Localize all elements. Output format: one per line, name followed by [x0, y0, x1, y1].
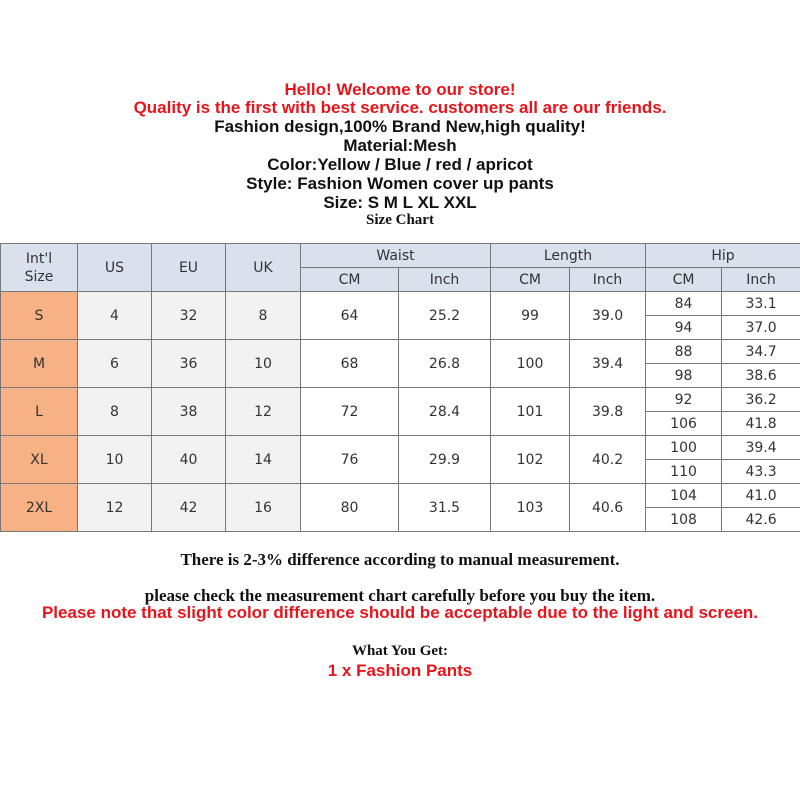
hip-cm-cell: 110	[646, 460, 722, 484]
eu-cell: 36	[152, 340, 226, 388]
size-cell: L	[1, 388, 78, 436]
waist-inch-cell: 26.8	[399, 340, 491, 388]
header-length: Length	[491, 244, 646, 268]
hip-inch-cell: 41.0	[722, 484, 800, 508]
header-hip: Hip	[646, 244, 800, 268]
header-intl-size-label: Int'l Size	[24, 250, 54, 285]
hip-inch-cell: 43.3	[722, 460, 800, 484]
length-inch-cell: 40.6	[570, 484, 646, 532]
hip-cm-cell: 84	[646, 292, 722, 316]
waist-inch-cell: 28.4	[399, 388, 491, 436]
header-uk: UK	[226, 244, 301, 292]
hip-inch-cell: 36.2	[722, 388, 800, 412]
package-item: 1 x Fashion Pants	[327, 661, 473, 680]
style-line: Style: Fashion Women cover up pants	[246, 174, 554, 193]
size-cell: 2XL	[1, 484, 78, 532]
uk-cell: 12	[226, 388, 301, 436]
header-waist: Waist	[301, 244, 491, 268]
hip-cm-cell: 104	[646, 484, 722, 508]
us-cell: 6	[78, 340, 152, 388]
difference-note: There is 2-3% difference according to manual measurement.	[180, 550, 620, 569]
length-inch-cell: 39.8	[570, 388, 646, 436]
table-row	[1, 340, 800, 364]
hip-cm-cell: 100	[646, 436, 722, 460]
us-cell: 12	[78, 484, 152, 532]
hip-cm-cell: 88	[646, 340, 722, 364]
header-waist-inch: Inch	[399, 268, 491, 292]
table-row	[1, 436, 800, 460]
length-cm-cell: 102	[491, 436, 570, 484]
quality-line: Quality is the first with best service. customers all are our friends.	[133, 98, 667, 117]
header-intl-size	[1, 244, 78, 292]
hip-cm-cell: 98	[646, 364, 722, 388]
length-cm-cell: 99	[491, 292, 570, 340]
length-inch-cell: 39.4	[570, 340, 646, 388]
waist-inch-cell: 25.2	[399, 292, 491, 340]
waist-cm-cell: 64	[301, 292, 399, 340]
hip-inch-cell: 37.0	[722, 316, 800, 340]
uk-cell: 16	[226, 484, 301, 532]
table-row	[1, 484, 800, 508]
table-row	[1, 388, 800, 412]
header-length-inch: Inch	[570, 268, 646, 292]
length-inch-cell: 40.2	[570, 436, 646, 484]
waist-inch-cell: 29.9	[399, 436, 491, 484]
eu-cell: 42	[152, 484, 226, 532]
uk-cell: 14	[226, 436, 301, 484]
header-waist-cm: CM	[301, 268, 399, 292]
length-cm-cell: 100	[491, 340, 570, 388]
hip-inch-cell: 42.6	[722, 508, 800, 532]
uk-cell: 10	[226, 340, 301, 388]
size-chart-title: Size Chart	[366, 212, 434, 228]
length-cm-cell: 101	[491, 388, 570, 436]
hip-cm-cell: 92	[646, 388, 722, 412]
us-cell: 8	[78, 388, 152, 436]
waist-cm-cell: 76	[301, 436, 399, 484]
color-note: Please note that slight color difference should be acceptable due to the light and screen.	[41, 603, 759, 622]
what-you-get-label: What You Get:	[351, 643, 449, 659]
waist-cm-cell: 80	[301, 484, 399, 532]
eu-cell: 40	[152, 436, 226, 484]
brand-line: Fashion design,100% Brand New,high quality!	[214, 117, 586, 136]
length-cm-cell: 103	[491, 484, 570, 532]
waist-cm-cell: 72	[301, 388, 399, 436]
hip-cm-cell: 106	[646, 412, 722, 436]
header-us: US	[78, 244, 152, 292]
hip-cm-cell: 108	[646, 508, 722, 532]
check-note: please check the measurement chart carefully before you buy the item.	[144, 586, 656, 605]
material-line: Material:Mesh	[343, 136, 457, 155]
color-line: Color:Yellow / Blue / red / apricot	[267, 155, 533, 174]
size-line: Size: S M L XL XXL	[323, 193, 477, 212]
table-row	[1, 292, 800, 316]
hip-inch-cell: 38.6	[722, 364, 800, 388]
hip-inch-cell: 34.7	[722, 340, 800, 364]
waist-inch-cell: 31.5	[399, 484, 491, 532]
hip-inch-cell: 39.4	[722, 436, 800, 460]
header-hip-cm: CM	[646, 268, 722, 292]
eu-cell: 32	[152, 292, 226, 340]
size-cell: S	[1, 292, 78, 340]
size-chart-table	[0, 243, 800, 532]
header-hip-inch: Inch	[722, 268, 800, 292]
us-cell: 4	[78, 292, 152, 340]
uk-cell: 8	[226, 292, 301, 340]
hip-inch-cell: 41.8	[722, 412, 800, 436]
header-length-cm: CM	[491, 268, 570, 292]
hip-inch-cell: 33.1	[722, 292, 800, 316]
hip-cm-cell: 94	[646, 316, 722, 340]
header-eu: EU	[152, 244, 226, 292]
length-inch-cell: 39.0	[570, 292, 646, 340]
eu-cell: 38	[152, 388, 226, 436]
waist-cm-cell: 68	[301, 340, 399, 388]
size-cell: XL	[1, 436, 78, 484]
size-cell: M	[1, 340, 78, 388]
welcome-line: Hello! Welcome to our store!	[284, 80, 516, 99]
us-cell: 10	[78, 436, 152, 484]
